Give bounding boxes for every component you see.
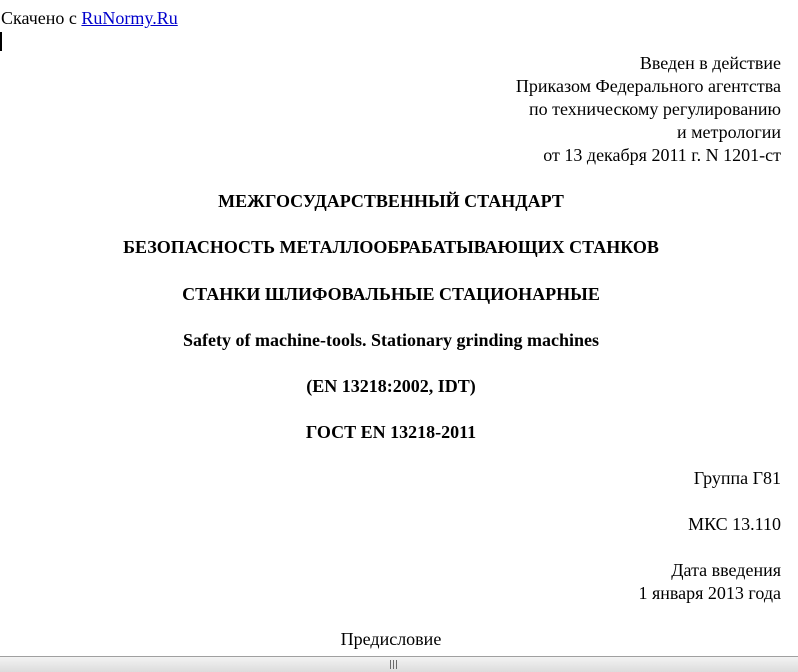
safety-title-heading: БЕЗОПАСНОСТЬ МЕТАЛЛООБРАБАТЫВАЮЩИХ СТАНКОВ <box>123 237 659 257</box>
group-classification <box>694 467 781 490</box>
enactment-line-1: Введен в действие <box>639 53 781 73</box>
download-prefix: Скачено с <box>1 8 82 28</box>
standard-type-heading: МЕЖГОСУДАРСТВЕННЫЙ СТАНДАРТ <box>218 191 564 211</box>
resize-grip-icon[interactable] <box>389 660 398 669</box>
effective-date-label: Дата введения <box>671 560 781 580</box>
gost-number-heading: ГОСТ EN 13218-2011 <box>305 422 477 442</box>
mks-label: МКС 13.110 <box>688 514 781 534</box>
text-cursor <box>0 32 2 51</box>
machine-title-heading: СТАНКИ ШЛИФОВАЛЬНЫЕ СТАЦИОНАРНЫЕ <box>182 284 600 304</box>
english-title-heading: Safety of machine-tools. Stationary grinding machines <box>183 330 599 350</box>
mks-classification <box>688 513 781 536</box>
en-reference-heading: (EN 13218:2002, IDT) <box>306 376 476 396</box>
enactment-line-5: от 13 декабря 2011 г. N 1201-ст <box>543 145 781 165</box>
runormy-link[interactable]: RuNormy.Ru <box>81 8 178 28</box>
download-source-line <box>1 7 178 29</box>
enactment-block <box>516 52 781 167</box>
enactment-line-2: Приказом Федерального агентства <box>515 76 781 96</box>
window-bottom-bar <box>0 656 798 672</box>
effective-date-value: 1 января 2013 года <box>638 583 781 603</box>
enactment-line-3: по техническому регулированию <box>528 99 781 119</box>
enactment-line-4: и метрологии <box>677 122 781 142</box>
group-label: Группа Г81 <box>693 468 781 488</box>
foreword-heading: Предисловие <box>340 629 442 649</box>
effective-date-block <box>638 559 781 605</box>
